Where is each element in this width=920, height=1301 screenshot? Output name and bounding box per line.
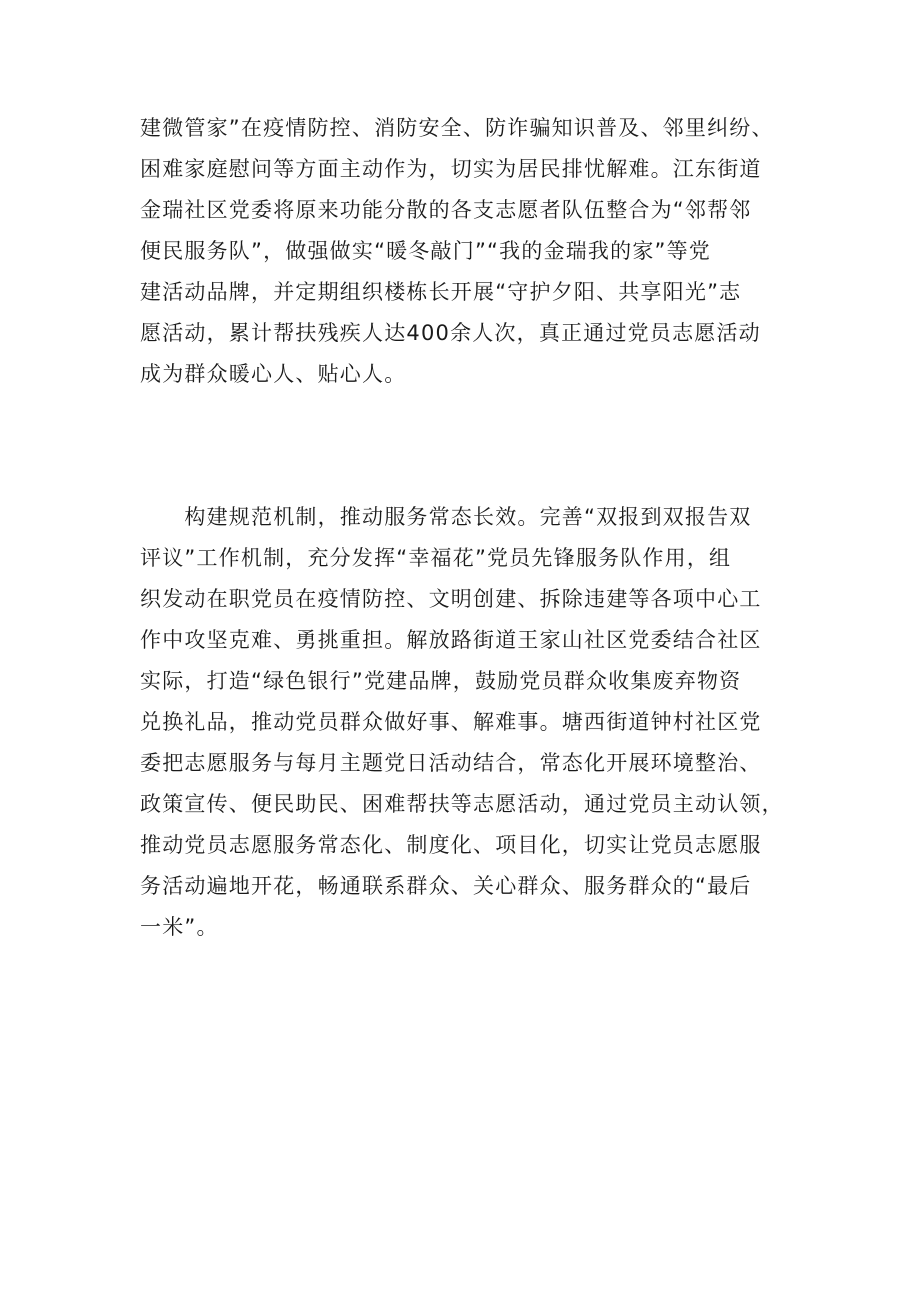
paragraph-1-line: 建微管家”在疫情防控、消防安全、防诈骗知识普及、邻里纠纷、 — [140, 116, 774, 140]
paragraph-2-line: 推动党员志愿服务常态化、制度化、项目化，切实让党员志愿服 — [140, 833, 762, 857]
paragraph-1-line: 困难家庭慰问等方面主动作为，切实为居民排忧解难。江东街道 — [140, 157, 762, 181]
paragraph-1-line: 金瑞社区党委将原来功能分散的各支志愿者队伍整合为“邻帮邻 — [140, 198, 752, 222]
paragraph-1-line: 成为群众暖心人、贴心人。 — [140, 362, 407, 386]
paragraph-2-line: 构建规范机制，推动服务常态长效。完善“双报到双报告双 — [140, 505, 752, 529]
paragraph-2-line: 一米”。 — [140, 915, 219, 939]
paragraph-2-line: 兑换礼品，推动党员群众做好事、解难事。塘西街道钟村社区党 — [140, 710, 762, 734]
paragraph-1-line: 建活动品牌，并定期组织楼栋长开展“守护夕阳、共享阳光”志 — [140, 280, 742, 304]
paragraph-2 — [140, 497, 820, 948]
paragraph-2-line: 政策宣传、便民助民、困难帮扶等志愿活动，通过党员主动认领， — [140, 792, 784, 816]
paragraph-2-line: 织发动在职党员在疫情防控、文明创建、拆除违建等各项中心工 — [140, 587, 762, 611]
paragraph-1 — [140, 108, 820, 395]
paragraph-2-line: 评议”工作机制，充分发挥“幸福花”党员先锋服务队作用，组 — [140, 546, 732, 570]
paragraph-1-line: 便民服务队”，做强做实“暖冬敲门”“我的金瑞我的家”等党 — [140, 239, 711, 263]
paragraph-2-line: 实际，打造“绿色银行”党建品牌，鼓励党员群众收集废弃物资 — [140, 669, 742, 693]
paragraph-2-line: 委把志愿服务与每月主题党日活动结合，常态化开展环境整治、 — [140, 751, 762, 775]
paragraph-2-line: 作中攻坚克难、勇挑重担。解放路街道王家山社区党委结合社区 — [140, 628, 762, 652]
paragraph-2-line: 务活动遍地开花，畅通联系群众、关心群众、服务群众的“最后 — [140, 874, 752, 898]
paragraph-1-line: 愿活动，累计帮扶残疾人达400余人次，真正通过党员志愿活动 — [140, 321, 761, 345]
